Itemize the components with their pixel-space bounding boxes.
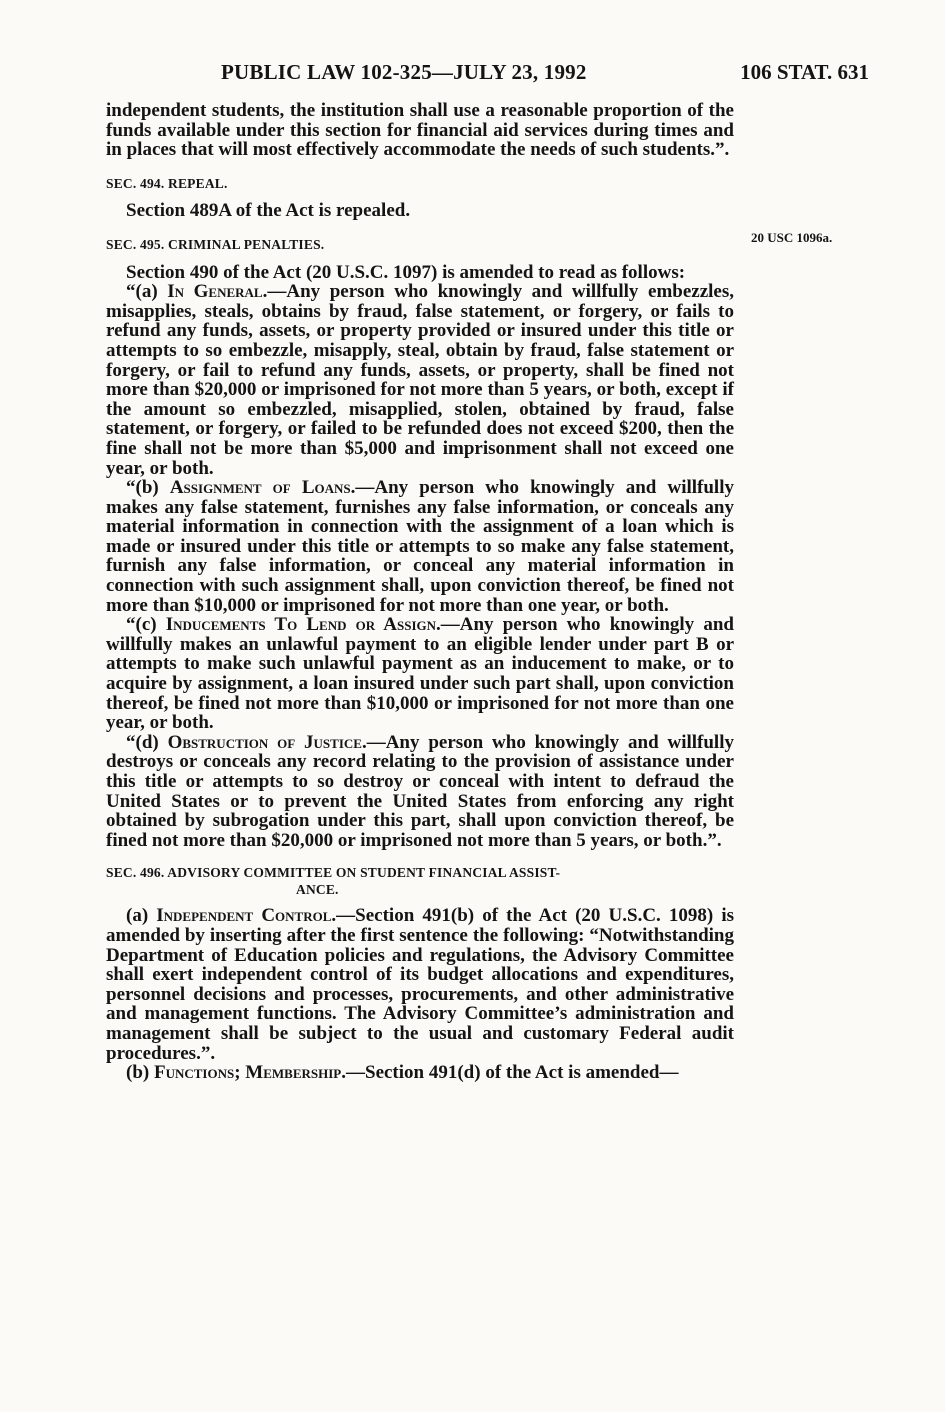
sec-495-d-title: Obstruction of Justice. bbox=[167, 731, 367, 753]
sec-495-a bbox=[106, 282, 734, 478]
sec-496-a-text: —Section 491(b) of the Act (20 U.S.C. 1098) is amended by inserting after the first sentence the following: “Notwithstanding Department of Education policies and regulations, the Advisory Committee shall exert independent control of its budget allocations and expenditures, personnel decisions and processes, procurements, and other administrative and management functions. The Advisory Committee’s administration and management shall be subject to the usual and customary Federal audit procedures.”. bbox=[106, 905, 734, 1064]
sec-496-b-prefix: (b) bbox=[126, 1062, 154, 1084]
sec-495-c bbox=[106, 615, 734, 733]
document-body bbox=[106, 101, 734, 1083]
sec-495-c-prefix: “(c) bbox=[126, 614, 166, 636]
sec-495-heading: SEC. 495. CRIMINAL PENALTIES. bbox=[106, 236, 325, 252]
sec-496-a bbox=[106, 906, 734, 1063]
sec-496-b-title: Functions; Membership. bbox=[153, 1062, 346, 1084]
sec-495-a-prefix: “(a) bbox=[126, 281, 168, 303]
sec-495-b-text: —Any person who knowingly and willfully makes any false statement, furnishes any false information, or conceals any material information in connection with the assignment of a loan which is made or insured under this title or attempts to so make any false statement, furnish any false information, or conceal any material information in connection with such assignment shall, upon conviction thereof, be fined not more than $10,000 or imprisoned for not more than one year, or both. bbox=[106, 477, 734, 616]
sec-495-d-text: —Any person who knowingly and willfully destroys or conceals any record relating to the provision of assistance under this title or attempts to so destroy or conceal with intent to defraud the United States or to prevent the United States from enforcing any right obtained by subrogation under this part, shall upon conviction thereof, be fined not more than $20,000 or imprisoned not more than 5 years, or both.”. bbox=[106, 731, 734, 851]
page-header-title: PUBLIC LAW 102-325—JULY 23, 1992 bbox=[221, 60, 587, 84]
page-number: 106 STAT. 631 bbox=[740, 60, 869, 84]
sec-496-heading-line2: ANCE. bbox=[296, 882, 339, 898]
sec-495-d bbox=[106, 733, 734, 851]
sec-495-b-prefix: “(b) bbox=[126, 477, 170, 499]
sec-495-a-text: —Any person who knowingly and willfully embezzles, misapplies, steals, obtains by fraud, false statement, or forgery, or fails to refund any funds, assets, or property provided or insured under this title or attempts to so embezzle, misapply, steal, obtain by fraud, false statement or forgery, or fail to refund any funds, assets, or property, shall be fined not more than $20,000 or imprisoned for not more than 5 years, or both, except if the amount so embezzled, misapplied, stolen, obtained by fraud, false statement, or forgery, or failed to be refunded does not exceed $200, then the fine shall not be more than $5,000 and imprisonment shall not exceed one year, or both. bbox=[106, 281, 734, 479]
sec-495-d-prefix: “(d) bbox=[126, 731, 168, 753]
sec-496-heading bbox=[106, 864, 734, 898]
sec-496-a-prefix: (a) bbox=[126, 905, 157, 927]
sec-494-heading: SEC. 494. REPEAL. bbox=[106, 175, 228, 191]
sec-495-text: Section 490 of the Act (20 U.S.C. 1097) is amended to read as follows: bbox=[126, 261, 686, 283]
intro-paragraph: independent students, the institution shall use a reasonable proportion of the funds available under this section for financial aid services during times and in places that will most effectively accommodate the needs of such students.”. bbox=[106, 100, 734, 161]
sec-495-c-text: —Any person who knowingly and willfully makes an unlawful payment to an eligible lender under part B or attempts to make such unlawful payment as an inducement to make, or to acquire by assignment, a loan insured under such part shall, upon conviction thereof, be fined not more than $10,000 or imprisoned for not more than one year, or both. bbox=[106, 614, 734, 734]
sec-494-text: Section 489A of the Act is repealed. bbox=[126, 200, 411, 222]
sec-495-c-title: Inducements To Lend or Assign. bbox=[165, 614, 441, 636]
sec-495-b-title: Assignment of Loans. bbox=[169, 477, 356, 499]
sec-495-a-title: In General. bbox=[167, 281, 268, 303]
sec-495-b bbox=[106, 478, 734, 615]
sec-496-heading-line1: SEC. 496. ADVISORY COMMITTEE ON STUDENT FINANCIAL ASSIST- bbox=[106, 865, 561, 881]
sec-496-b bbox=[106, 1063, 734, 1083]
sec-496-b-text: —Section 491(d) of the Act is amended— bbox=[346, 1062, 679, 1084]
sec-496-a-title: Independent Control. bbox=[156, 905, 337, 927]
margin-citation: 20 USC 1096a. bbox=[751, 230, 833, 245]
